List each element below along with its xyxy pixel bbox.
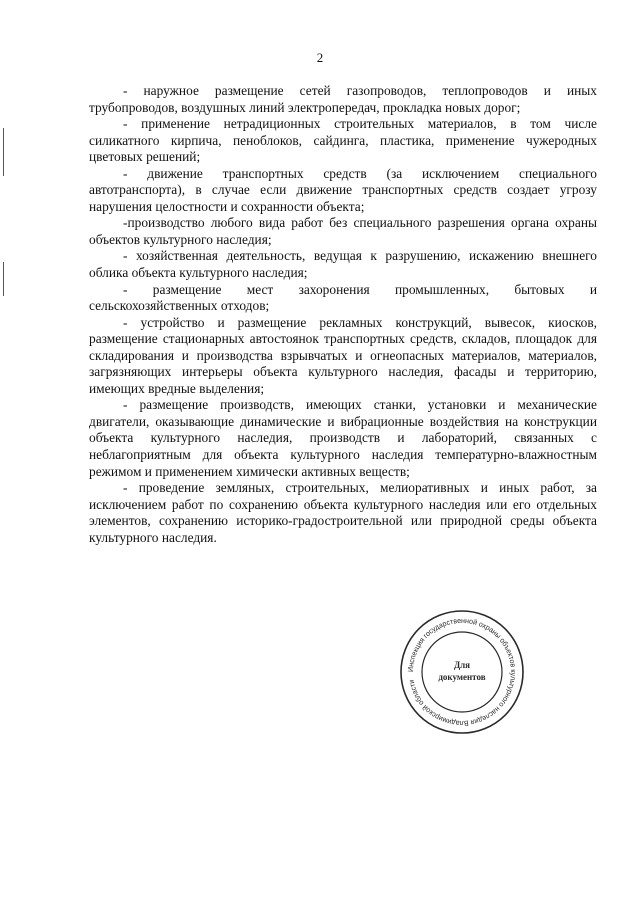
paragraph: - устройство и размещение рекламных конструкций, вывесок, киосков, размещение стационарных автостоянок транспортных средств, складов, площадок для складирования и производства взрывчатых и огнеопасных материалов, материалов, загрязняющих интерьеры объекта культурного наследия, фасады и территорию, имеющих вредные выделения; bbox=[89, 314, 597, 396]
paragraph: - размещение производств, имеющих станки, установки и механические двигатели, оказывающие динамические и вибрационные воздействия на конструкции объекта культурного наследия, производств и лабораторий, связанных с неблагоприятным для объекта культурного наследия температурно-влажностным режимом и применением химически активных веществ; bbox=[89, 397, 597, 479]
paragraph: -производство любого вида работ без специального разрешения органа охраны объектов культурного наследия; bbox=[89, 215, 597, 247]
scan-edge-mark bbox=[3, 262, 4, 296]
document-body bbox=[89, 83, 597, 546]
paragraph: - проведение земляных, строительных, мелиоративных и иных работ, за исключением работ по сохранению объекта культурного наследия или его отдельных элементов, сохранению историко-градостроительной или природной среды объекта культурного наследия. bbox=[89, 480, 597, 545]
scan-edge-mark bbox=[3, 128, 4, 176]
svg-text:Инспекция государственной охра: Инспекция государственной охраны объектов культурного наследия Владимирской области bbox=[405, 615, 519, 729]
page-number: 2 bbox=[316, 50, 324, 65]
paragraph: - хозяйственная деятельность, ведущая к разрушению, искажению внешнего облика объекта культурного наследия; bbox=[89, 248, 597, 281]
stamp-center-line1: Для bbox=[453, 660, 471, 670]
paragraph: - наружное размещение сетей газопроводов, теплопроводов и иных трубопроводов, воздушных линий электропередач, прокладка новых дорог; bbox=[89, 83, 597, 115]
official-stamp bbox=[398, 608, 526, 736]
paragraph: - движение транспортных средств (за исключением специального автотранспорта), в случае если движение транспортных средств создает угрозу нарушения целостности и сохранности объекта; bbox=[89, 165, 597, 214]
paragraph: - размещение мест захоронения промышленных, бытовых и сельскохозяйственных отходов; bbox=[89, 281, 597, 314]
paragraph: - применение нетрадиционных строительных материалов, в том числе силикатного кирпича, пеноблоков, сайдинга, пластика, применение чужеродных цветовых решений; bbox=[89, 116, 597, 165]
stamp-center-line2: документов bbox=[438, 672, 486, 682]
